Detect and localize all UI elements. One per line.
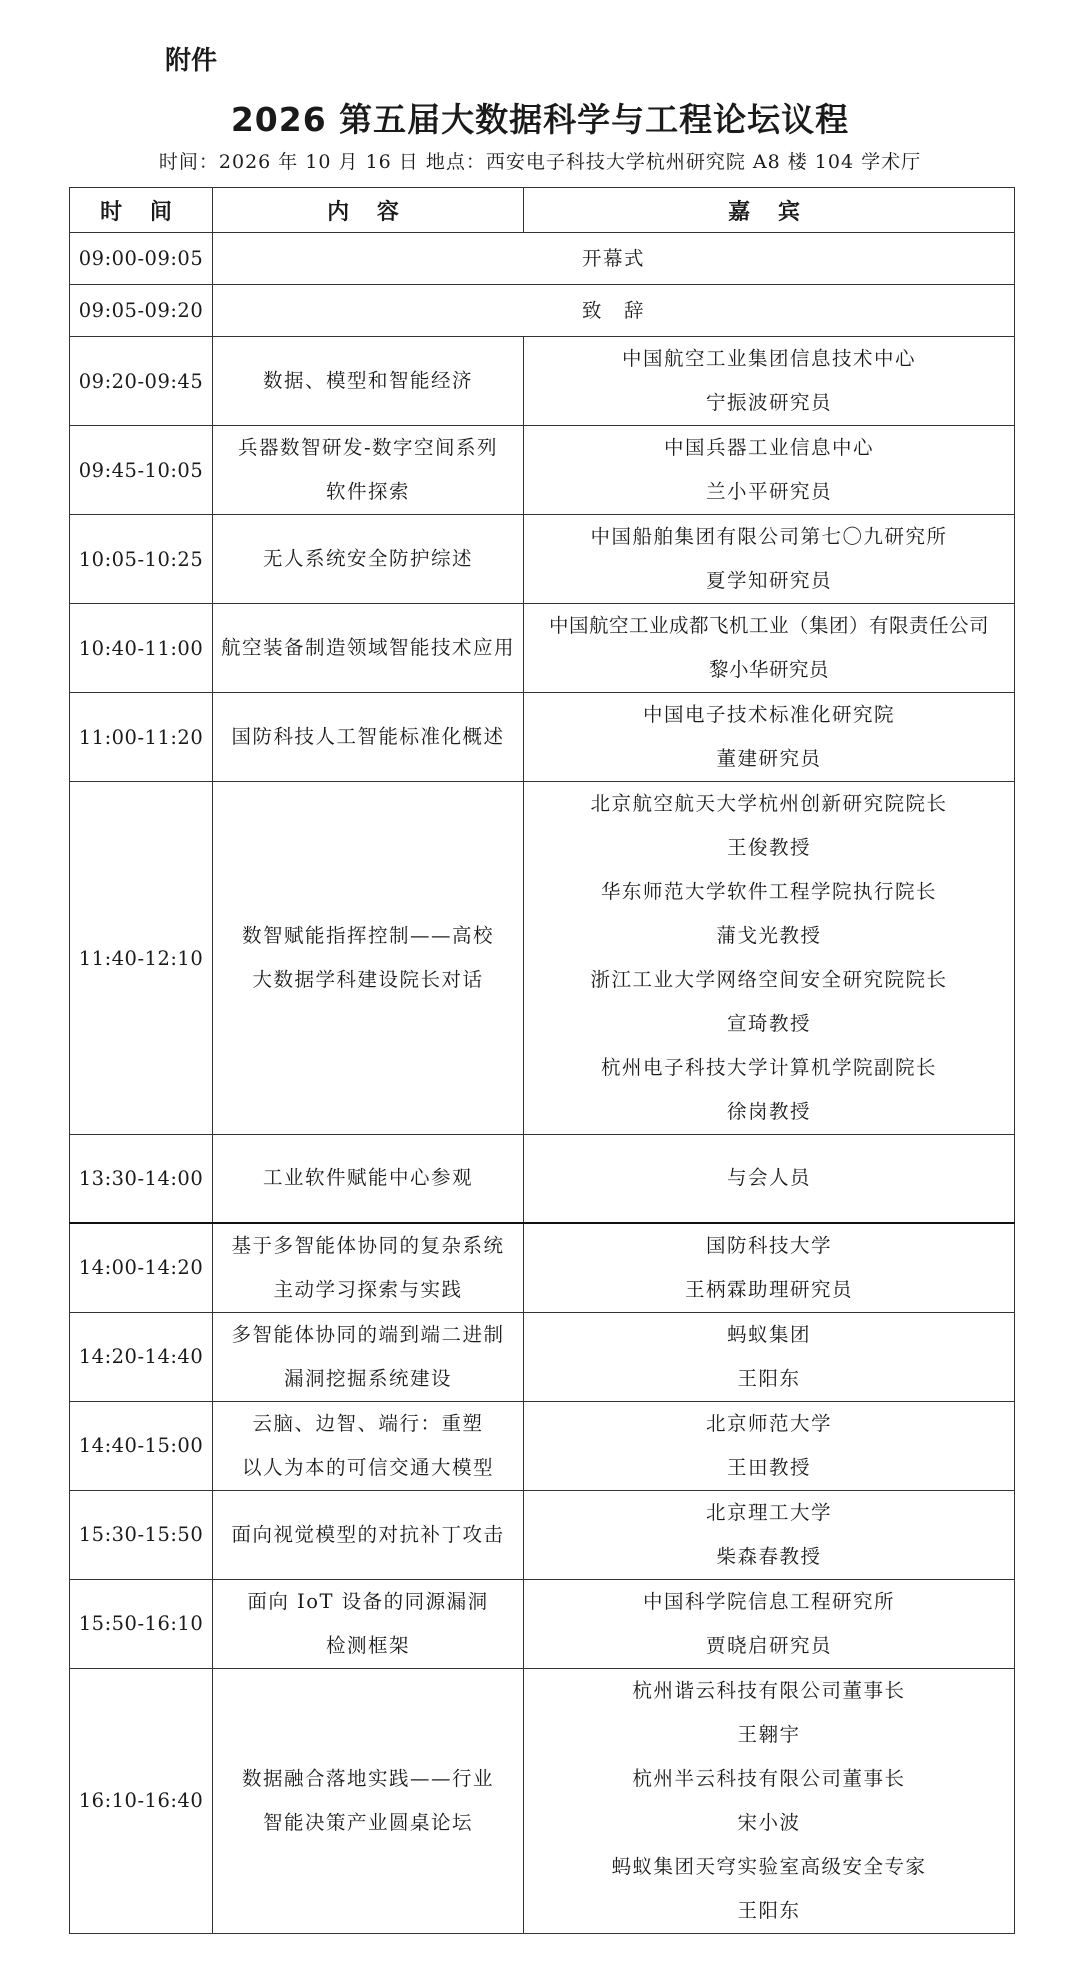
- content-line: 航空装备制造领域智能技术应用: [220, 636, 515, 659]
- table-row: [70, 233, 1015, 285]
- guest-line: 宋小波: [737, 1810, 801, 1834]
- time-cell: 09:45-10:05: [70, 426, 213, 515]
- time-cell: 16:10-16:40: [70, 1668, 213, 1933]
- table-row: [70, 1312, 1015, 1401]
- guest-cell: [524, 604, 1015, 693]
- column-header-guest: 嘉 宾: [524, 188, 1015, 233]
- table-row: [70, 693, 1015, 782]
- content-cell: [213, 1579, 524, 1668]
- guest-cell: [524, 782, 1015, 1135]
- merged-cell: 开幕式: [213, 233, 1015, 285]
- content-cell: [213, 693, 524, 782]
- column-header-content: 内 容: [213, 188, 524, 233]
- content-line: 数据、模型和智能经济: [262, 369, 473, 392]
- guest-line: 杭州电子科技大学计算机学院副院长: [600, 1056, 937, 1079]
- merged-cell: 致 辞: [213, 285, 1015, 337]
- guest-line: 中国电子技术标准化研究院: [642, 703, 895, 726]
- header-row: [70, 188, 1015, 233]
- guest-cell: [524, 1668, 1015, 1933]
- content-line: 工业软件赋能中心参观: [262, 1166, 473, 1190]
- table-row: [70, 782, 1015, 1135]
- content-line: 兵器数智研发-数字空间系列: [237, 436, 499, 459]
- table-row: [70, 1490, 1015, 1579]
- content-line: 漏洞挖掘系统建设: [283, 1366, 452, 1390]
- content-line: 智能决策产业圆桌论坛: [262, 1810, 473, 1834]
- guest-line: 兰小平研究员: [705, 480, 832, 503]
- content-cell: [213, 1223, 524, 1313]
- content-line: 大数据学科建设院长对话: [252, 968, 484, 991]
- table-row: [70, 1668, 1015, 1933]
- guest-line: 王田教授: [726, 1455, 811, 1479]
- content-cell: [213, 1668, 524, 1933]
- guest-cell: [524, 337, 1015, 426]
- guest-cell: [524, 426, 1015, 515]
- guest-line: 中国科学院信息工程研究所: [642, 1589, 895, 1613]
- guest-line: 国防科技大学: [705, 1233, 832, 1257]
- content-line: 面向视觉模型的对抗补丁攻击: [231, 1522, 505, 1546]
- guest-line: 杭州半云科技有限公司董事长: [632, 1766, 906, 1790]
- guest-line: 中国兵器工业信息中心: [663, 436, 874, 459]
- column-header-time: 时 间: [70, 188, 213, 233]
- table-row: [70, 515, 1015, 604]
- guest-line: 杭州谐云科技有限公司董事长: [632, 1678, 906, 1702]
- time-cell: 13:30-14:00: [70, 1135, 213, 1223]
- time-cell: 14:20-14:40: [70, 1312, 213, 1401]
- agenda-table: [69, 187, 1015, 1934]
- time-cell: 09:00-09:05: [70, 233, 213, 285]
- guest-line: 宁振波研究员: [705, 391, 832, 414]
- time-cell: 14:40-15:00: [70, 1401, 213, 1490]
- guest-cell: [524, 1135, 1015, 1223]
- guest-cell: [524, 693, 1015, 782]
- table-row: [70, 285, 1015, 337]
- content-line: 基于多智能体协同的复杂系统: [231, 1233, 505, 1257]
- guest-line: 与会人员: [726, 1166, 811, 1190]
- page-title: 2026 第五届大数据科学与工程论坛议程: [230, 100, 850, 139]
- content-cell: [213, 337, 524, 426]
- guest-line: 中国航空工业集团信息技术中心: [621, 347, 916, 370]
- content-line: 数智赋能指挥控制——高校: [241, 924, 494, 947]
- content-line: 以人为本的可信交通大模型: [241, 1455, 494, 1479]
- guest-line: 中国航空工业成都飞机工业（集团）有限责任公司: [548, 614, 989, 637]
- content-cell: [213, 426, 524, 515]
- time-cell: 09:20-09:45: [70, 337, 213, 426]
- guest-line: 蚂蚁集团天穹实验室高级安全专家: [611, 1854, 927, 1878]
- content-cell: [213, 1490, 524, 1579]
- time-cell: 11:40-12:10: [70, 782, 213, 1135]
- guest-line: 华东师范大学软件工程学院执行院长: [600, 880, 937, 903]
- guest-line: 宣琦教授: [726, 1012, 811, 1035]
- content-line: 检测框架: [325, 1633, 410, 1657]
- guest-line: 黎小华研究员: [708, 658, 829, 681]
- table-row: [70, 1401, 1015, 1490]
- table-row: [70, 337, 1015, 426]
- guest-line: 王俊教授: [726, 836, 811, 859]
- guest-cell: [524, 515, 1015, 604]
- guest-line: 蚂蚁集团: [726, 1322, 811, 1346]
- time-cell: 15:50-16:10: [70, 1579, 213, 1668]
- content-cell: [213, 604, 524, 693]
- guest-line: 夏学知研究员: [705, 569, 832, 592]
- guest-line: 贾晓启研究员: [705, 1633, 832, 1657]
- table-row: [70, 604, 1015, 693]
- attachment-label: 附件: [165, 46, 218, 76]
- content-line: 数据融合落地实践——行业: [241, 1766, 494, 1790]
- time-cell: 10:05-10:25: [70, 515, 213, 604]
- guest-line: 北京理工大学: [705, 1500, 832, 1524]
- table-row: [70, 1579, 1015, 1668]
- guest-cell: [524, 1401, 1015, 1490]
- guest-cell: [524, 1579, 1015, 1668]
- time-cell: 10:40-11:00: [70, 604, 213, 693]
- time-cell: 15:30-15:50: [70, 1490, 213, 1579]
- content-line: 主动学习探索与实践: [273, 1277, 463, 1301]
- guest-line: 王阳东: [737, 1366, 801, 1390]
- content-line: 云脑、边智、端行：重塑: [252, 1411, 484, 1435]
- guest-cell: [524, 1223, 1015, 1313]
- time-cell: 09:05-09:20: [70, 285, 213, 337]
- table-row: [70, 426, 1015, 515]
- guest-cell: [524, 1490, 1015, 1579]
- guest-cell: [524, 1312, 1015, 1401]
- content-cell: [213, 782, 524, 1135]
- content-line: 面向 IoT 设备的同源漏洞: [247, 1589, 489, 1613]
- content-line: 无人系统安全防护综述: [262, 547, 473, 570]
- time-cell: 14:00-14:20: [70, 1223, 213, 1313]
- guest-line: 徐岗教授: [726, 1100, 811, 1123]
- content-line: 软件探索: [325, 480, 410, 503]
- content-cell: [213, 1312, 524, 1401]
- guest-line: 柴森春教授: [716, 1544, 822, 1568]
- page-subtitle: 时间：2026 年 10 月 16 日 地点：西安电子科技大学杭州研究院 A8 楼 104 学术厅: [158, 151, 922, 173]
- content-line: 国防科技人工智能标准化概述: [231, 725, 505, 748]
- content-cell: [213, 515, 524, 604]
- time-cell: 11:00-11:20: [70, 693, 213, 782]
- guest-line: 董建研究员: [716, 747, 822, 770]
- guest-line: 浙江工业大学网络空间安全研究院院长: [590, 968, 948, 991]
- guest-line: 王翱宇: [737, 1722, 801, 1746]
- guest-line: 北京师范大学: [705, 1411, 832, 1435]
- table-row: [70, 1223, 1015, 1313]
- guest-line: 北京航空航天大学杭州创新研究院院长: [590, 792, 948, 815]
- content-cell: [213, 1401, 524, 1490]
- table-row: [70, 1135, 1015, 1223]
- content-cell: [213, 1135, 524, 1223]
- guest-line: 王柄霖助理研究员: [684, 1277, 853, 1301]
- guest-line: 中国船舶集团有限公司第七〇九研究所: [590, 525, 948, 548]
- guest-line: 王阳东: [737, 1898, 801, 1922]
- content-line: 多智能体协同的端到端二进制: [231, 1322, 505, 1346]
- guest-line: 蒲戈光教授: [716, 924, 822, 947]
